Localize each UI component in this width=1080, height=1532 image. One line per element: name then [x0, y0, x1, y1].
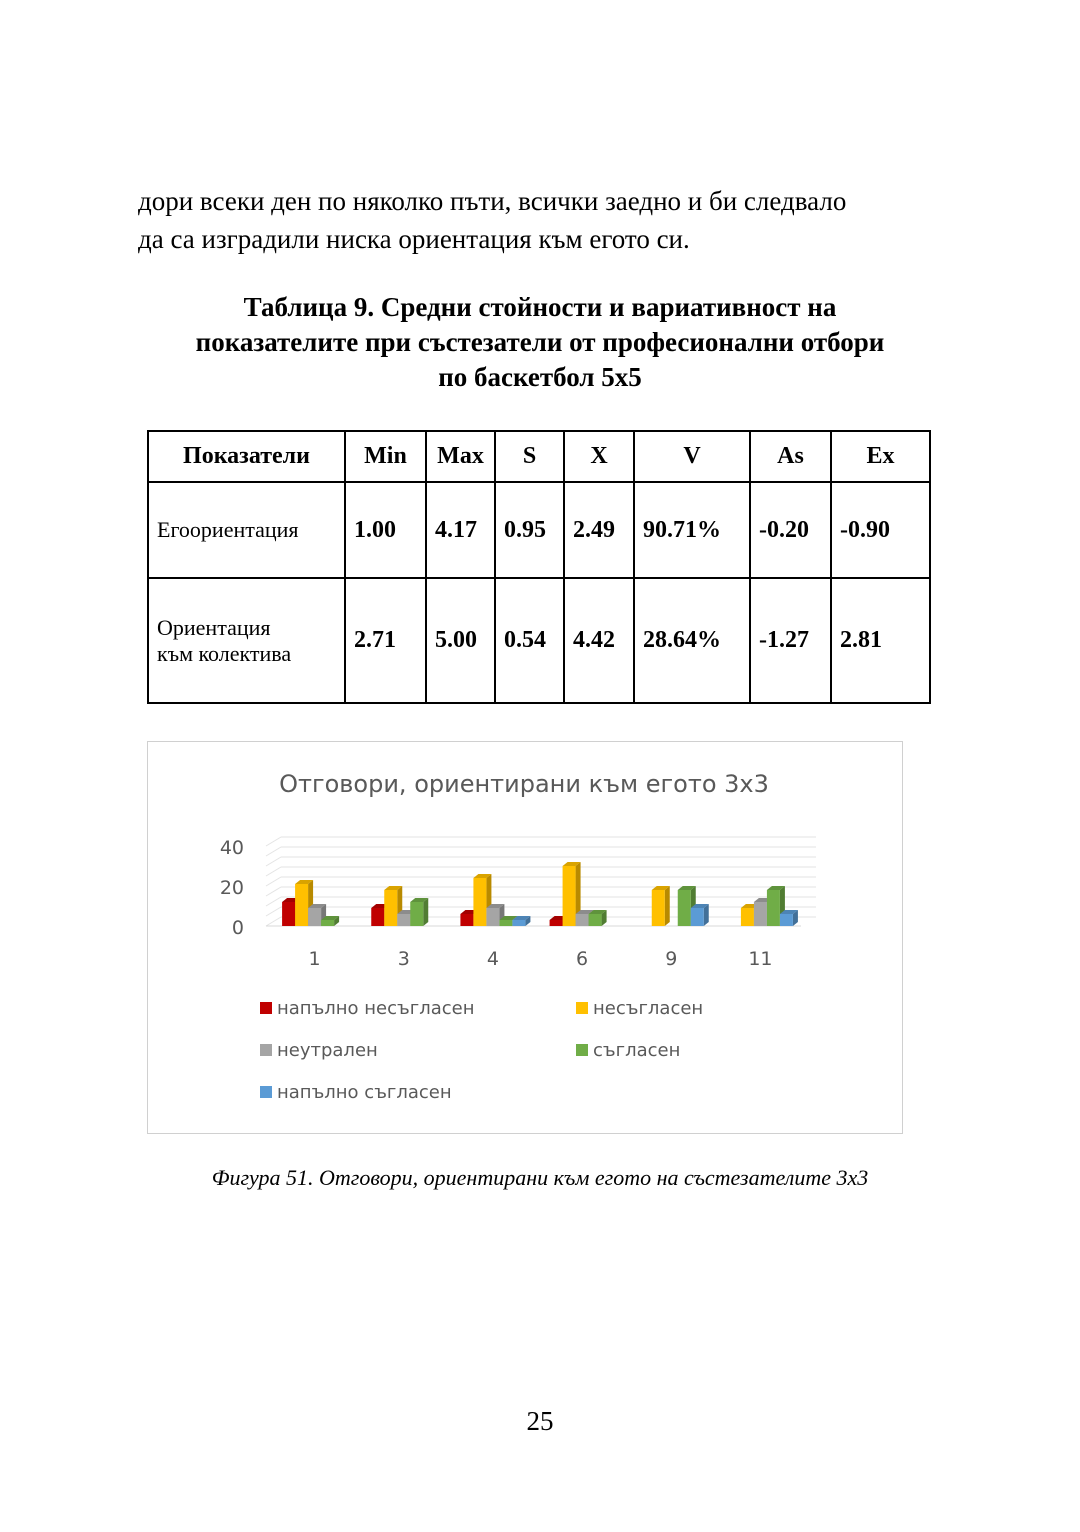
bar-front — [550, 920, 563, 926]
bar-front — [486, 908, 499, 926]
row-label — [148, 482, 345, 578]
x-tick-label: 11 — [748, 948, 773, 970]
bar-front — [741, 908, 754, 926]
gridline-slant — [266, 877, 281, 886]
table-cell: 28.64% — [634, 578, 750, 703]
y-tick-label: 40 — [219, 837, 244, 859]
row-label-line: Егоориентация — [157, 517, 299, 542]
gridline-slant — [266, 897, 281, 906]
body-paragraph — [138, 182, 958, 258]
table-row — [148, 482, 930, 578]
statistics-table — [147, 430, 931, 704]
header-cell: Max — [426, 431, 495, 482]
legend-swatch — [260, 1044, 272, 1056]
table-cell: 2.49 — [564, 482, 634, 578]
legend-label: неутрален — [277, 1040, 378, 1061]
paragraph-line: да са изградили ниска ориентация към егото си. — [138, 224, 690, 254]
bar — [780, 910, 798, 926]
gridlines — [266, 837, 816, 926]
bar-front — [780, 914, 793, 926]
legend-item — [576, 998, 703, 1019]
table-row — [148, 578, 930, 703]
figure-caption: Фигура 51. Отговори, ориентирани към егото на състезателите 3x3 — [211, 1165, 869, 1190]
legend-label: напълно съгласен — [277, 1082, 452, 1103]
bar — [652, 886, 670, 926]
bar — [410, 898, 428, 926]
bar-front — [295, 884, 308, 926]
x-tick-label: 9 — [665, 948, 678, 970]
bar-front — [308, 908, 321, 926]
bar-side — [423, 898, 428, 926]
legend-item — [260, 998, 474, 1019]
bar-front — [678, 890, 691, 926]
gridline-slant — [266, 907, 281, 916]
legend-label: напълно несъгласен — [277, 998, 475, 1019]
bar-front — [473, 878, 486, 926]
legend-label: несъгласен — [593, 998, 704, 1019]
table-caption — [100, 290, 980, 395]
gridline-slant — [266, 917, 281, 926]
legend-swatch — [260, 1086, 272, 1098]
legend-swatch — [576, 1044, 588, 1056]
bar-front — [767, 890, 780, 926]
legend-swatch — [576, 1002, 588, 1014]
y-tick-label: 20 — [219, 877, 244, 899]
bar-front — [512, 920, 525, 926]
header-cell: As — [750, 431, 831, 482]
bar-front — [397, 914, 410, 926]
legend-item — [576, 1040, 680, 1061]
row-label-line: Ориентация — [157, 614, 271, 640]
bar-front — [410, 902, 423, 926]
bar-front — [691, 908, 704, 926]
gridline-slant — [266, 887, 281, 896]
table-cell: 2.71 — [345, 578, 426, 703]
header-cell: Ex — [831, 431, 930, 482]
row-label-line: към колектива — [157, 640, 292, 666]
bar-front — [371, 908, 384, 926]
table-caption-line: показателите при състезатели от професионални отбори — [195, 327, 885, 357]
header-cell: S — [495, 431, 564, 482]
header-cell: V — [634, 431, 750, 482]
table-cell: 1.00 — [345, 482, 426, 578]
legend — [260, 998, 703, 1103]
table-caption-line: по баскетбол 5x5 — [438, 362, 642, 392]
x-tick-label: 1 — [308, 948, 321, 970]
row-label — [148, 578, 345, 703]
legend-label: съгласен — [593, 1040, 681, 1061]
bar-front — [652, 890, 665, 926]
bar-front — [754, 902, 767, 926]
bar — [691, 904, 709, 926]
table-cell: 90.71% — [634, 482, 750, 578]
header-cell: X — [564, 431, 634, 482]
bar-front — [460, 914, 473, 926]
bars — [282, 862, 798, 926]
gridline-slant — [266, 857, 281, 866]
table-cell: 0.54 — [495, 578, 564, 703]
bar-chart — [148, 742, 901, 1132]
bar-side — [665, 886, 670, 926]
table-caption-line: Таблица 9. Средни стойности и вариативност на — [243, 292, 837, 322]
legend-item — [260, 1040, 378, 1061]
table-cell: 0.95 — [495, 482, 564, 578]
legend-swatch — [260, 1002, 272, 1014]
gridline-slant — [266, 847, 281, 856]
table-cell: -0.20 — [750, 482, 831, 578]
table-cell: 4.17 — [426, 482, 495, 578]
bar-front — [321, 920, 334, 926]
bar-front — [576, 914, 589, 926]
y-tick-label: 0 — [231, 917, 244, 939]
table-cell: -1.27 — [750, 578, 831, 703]
gridline-slant — [266, 837, 281, 846]
bar-front — [282, 902, 295, 926]
bar-front — [589, 914, 602, 926]
bar-front — [563, 866, 576, 926]
x-tick-label: 4 — [486, 948, 499, 970]
table-cell: 5.00 — [426, 578, 495, 703]
chart-title: Отговори, ориентирани към егото 3x3 — [279, 770, 769, 798]
table-cell: 4.42 — [564, 578, 634, 703]
x-tick-label: 6 — [576, 948, 589, 970]
bar-front — [384, 890, 397, 926]
header-cell: Показатели — [148, 431, 345, 482]
gridline-slant — [266, 867, 281, 876]
bar-front — [499, 920, 512, 926]
table-cell: -0.90 — [831, 482, 930, 578]
x-tick-label: 3 — [397, 948, 410, 970]
page-number: 25 — [526, 1406, 554, 1436]
chart-frame — [147, 741, 903, 1134]
paragraph-line: дори всеки ден по няколко пъти, всички заедно и би следвало — [138, 186, 847, 216]
table-cell: 2.81 — [831, 578, 930, 703]
table-header-row — [148, 431, 930, 482]
legend-item — [260, 1082, 452, 1103]
header-cell: Min — [345, 431, 426, 482]
bar — [589, 910, 607, 926]
